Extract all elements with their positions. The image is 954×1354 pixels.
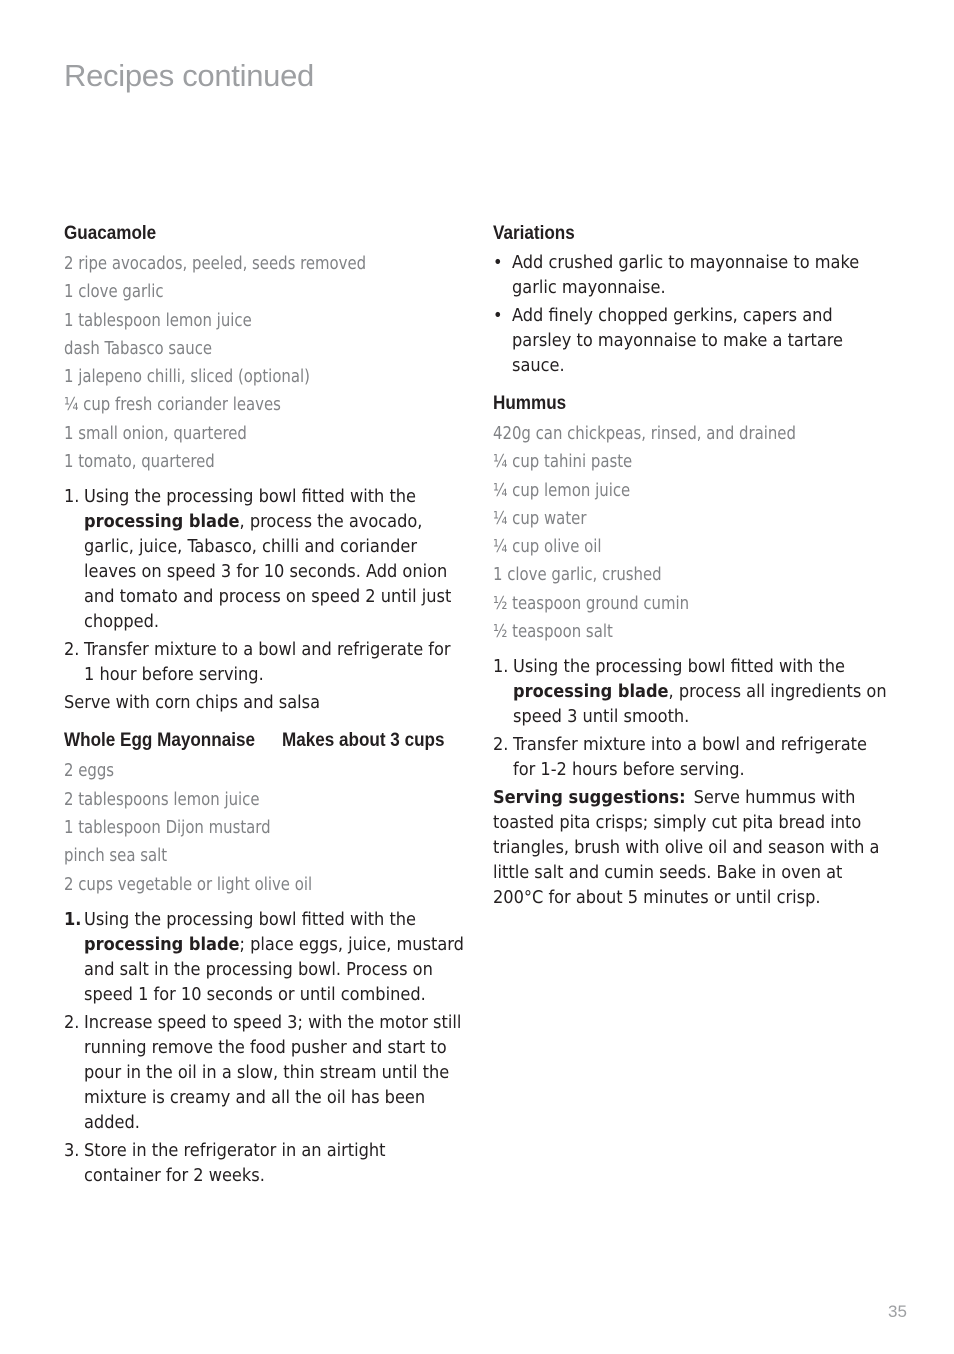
guacamole-method [64, 484, 464, 687]
mayonnaise-heading [64, 729, 445, 753]
serving-suggestions [493, 785, 893, 910]
ingredient-item: 1 clove garlic [64, 281, 164, 303]
mayonnaise-ingredients [64, 757, 464, 898]
ingredient-item: ¼ cup olive oil [493, 536, 602, 558]
ingredient-item: ¼ cup tahini paste [493, 451, 633, 473]
serving-suggestions-label: Serving suggestions: [493, 787, 686, 809]
ingredient-item: ½ teaspoon ground cumin [493, 592, 690, 614]
ingredient-item: ¼ cup water [493, 507, 587, 529]
ingredient-item: 1 tomato, quartered [64, 451, 215, 473]
hummus-heading: Hummus [493, 393, 567, 414]
hummus-method [493, 654, 893, 782]
method-step [64, 1138, 464, 1188]
method-step [64, 907, 464, 1007]
ingredient-item: 1 clove garlic, crushed [493, 564, 662, 586]
method-step [493, 654, 893, 729]
left-column [64, 222, 464, 1191]
ingredient-item: ¼ cup lemon juice [493, 479, 631, 501]
step-bold-text: processing blade [513, 681, 669, 703]
bullet-icon: • [493, 252, 503, 273]
step-number: 2. [64, 1011, 80, 1033]
variation-text: Add crushed garlic to mayonnaise to make garlic mayonnaise. [512, 252, 860, 298]
ingredient-item: pinch sea salt [64, 845, 168, 867]
ingredient-item: ½ teaspoon salt [493, 621, 613, 643]
step-text: Transfer mixture to a bowl and refrigerate for 1 hour before serving. [84, 639, 451, 686]
step-bold-text: processing blade [84, 933, 240, 955]
variation-text: Add finely chopped gerkins, capers and parsley to mayonnaise to make a tartare sauce. [512, 305, 843, 376]
page-title: Recipes continued [64, 58, 314, 93]
ingredient-item: dash Tabasco sauce [64, 337, 213, 359]
variations-section [493, 222, 893, 378]
hummus-ingredients [493, 420, 893, 646]
step-number: 1. [64, 486, 80, 508]
step-number: 1. [493, 656, 509, 678]
right-column [493, 222, 893, 910]
mayonnaise-title: Whole Egg Mayonnaise [64, 730, 255, 752]
step-number: 2. [493, 734, 509, 756]
step-text: Using the processing bowl fitted with the [513, 656, 846, 678]
ingredient-item: 1 jalepeno chilli, sliced (optional) [64, 366, 310, 388]
mayonnaise-yield: Makes about 3 cups [281, 730, 445, 752]
step-text: Using the processing bowl fitted with the [84, 486, 417, 508]
step-text: Increase speed to speed 3; with the motor still running remove the food pusher and start to pour in the oil in a slow, thin stream until the mixture is creamy and all the oil has been added. [84, 1011, 462, 1133]
variation-item [493, 303, 893, 378]
guacamole-serving-note: Serve with corn chips and salsa [64, 692, 321, 714]
method-step [64, 1010, 464, 1135]
method-step [493, 732, 893, 782]
mayonnaise-method [64, 907, 464, 1188]
ingredient-item: 2 tablespoons lemon juice [64, 788, 260, 810]
step-text-after: , process the avocado, garlic, juice, Tabasco, chilli and coriander leaves on speed 3 for 10 seconds. Add onion and tomato and process on speed 2 until just chopped. [84, 511, 452, 633]
step-text: Using the processing bowl fitted with the [84, 908, 417, 930]
ingredient-item: 1 tablespoon Dijon mustard [64, 816, 271, 838]
ingredient-item: 1 tablespoon lemon juice [64, 309, 252, 331]
ingredient-item: 2 eggs [64, 760, 115, 782]
variations-list [493, 250, 893, 378]
ingredient-item: 2 cups vegetable or light olive oil [64, 873, 313, 895]
ingredient-item: 1 small onion, quartered [64, 422, 247, 444]
variations-heading: Variations [493, 223, 575, 244]
page-number: 35 [888, 1302, 907, 1321]
guacamole-ingredients [64, 250, 464, 476]
step-number: 3. [64, 1139, 80, 1161]
step-number: 1. [64, 908, 82, 930]
guacamole-recipe [64, 222, 464, 715]
bullet-icon: • [493, 305, 503, 326]
serving-suggestions-text: Serve hummus with toasted pita crisps; simply cut pita bread into triangles, brush with olive oil and season with a little salt and cumin seeds. Bake in oven at 200°C for about 5 minutes or until crisp. [493, 787, 880, 909]
guacamole-heading: Guacamole [64, 223, 157, 244]
method-step [64, 637, 464, 687]
step-text: Transfer mixture into a bowl and refrigerate for 1-2 hours before serving. [513, 734, 867, 781]
step-text-after: , process all ingredients on speed 3 until smooth. [513, 681, 887, 728]
ingredient-item: 420g can chickpeas, rinsed, and drained [493, 423, 796, 444]
step-bold-text: processing blade [84, 511, 240, 533]
step-text-after: ; place eggs, juice, mustard and salt in the processing bowl. Process on speed 1 for 10 seconds or until combined. [84, 933, 464, 1005]
ingredient-item: 2 ripe avocados, peeled, seeds removed [64, 253, 367, 274]
step-number: 2. [64, 639, 80, 661]
step-text: Store in the refrigerator in an airtight container for 2 weeks. [84, 1139, 386, 1186]
hummus-recipe [493, 392, 893, 910]
ingredient-item: ¼ cup fresh coriander leaves [64, 394, 281, 416]
variation-item [493, 250, 893, 300]
method-step [64, 484, 464, 634]
mayonnaise-recipe [64, 729, 464, 1187]
